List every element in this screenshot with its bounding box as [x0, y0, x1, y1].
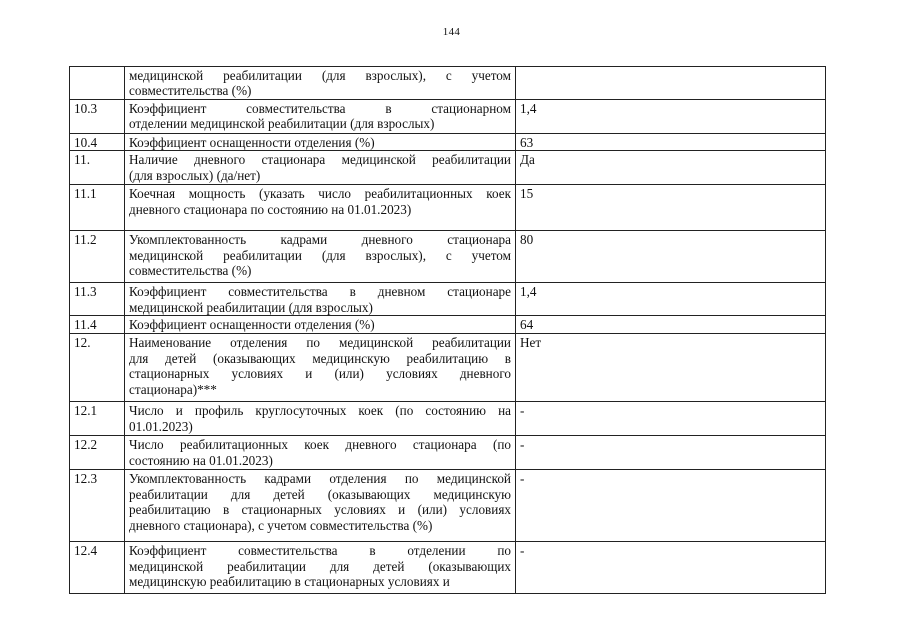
description-line: Укомплектованность кадрами дневного стационара — [129, 232, 511, 248]
row-number — [70, 67, 125, 100]
row-value: - — [516, 542, 826, 594]
description-line: Число и профиль круглосуточных коек (по состоянию на — [129, 403, 511, 419]
table-row — [70, 436, 826, 470]
row-description — [125, 100, 516, 134]
row-value: - — [516, 470, 826, 542]
table-row — [70, 134, 826, 151]
row-value: 80 — [516, 231, 826, 283]
row-description — [125, 67, 516, 100]
table-row — [70, 151, 826, 185]
description-line: Коэффициент оснащенности отделения (%) — [129, 317, 375, 333]
row-number: 12.1 — [70, 402, 125, 436]
description-line: Коэффициент совместительства в стационарном — [129, 101, 511, 116]
table-row — [70, 334, 826, 402]
row-description — [125, 334, 516, 402]
row-number: 10.3 — [70, 100, 125, 134]
row-number: 12. — [70, 334, 125, 402]
row-value: 1,4 — [516, 100, 826, 134]
row-number: 11.1 — [70, 185, 125, 231]
description-line: стационара)*** — [129, 381, 217, 397]
description-line: 01.01.2023) — [129, 418, 193, 434]
row-value: Нет — [516, 334, 826, 402]
row-value: 64 — [516, 316, 826, 334]
description-line: совместительства (%) — [129, 83, 252, 99]
row-number: 10.4 — [70, 134, 125, 151]
description-line: Коэффициент оснащенности отделения (%) — [129, 135, 375, 150]
description-line: Наличие дневного стационара медицинской реабилитации — [129, 152, 511, 168]
row-description — [125, 542, 516, 594]
table-row — [70, 185, 826, 231]
description-line: Число реабилитационных коек дневного стационара (по — [129, 437, 511, 453]
page-number: 144 — [442, 26, 461, 38]
row-number: 11.4 — [70, 316, 125, 334]
description-line: Коэффициент совместительства в дневном стационаре — [129, 284, 511, 300]
row-description — [125, 231, 516, 283]
row-value: Да — [516, 151, 826, 185]
description-line: состоянию на 01.01.2023) — [129, 452, 273, 468]
description-line: медицинской реабилитации (для взрослых) — [129, 299, 373, 315]
table-row — [70, 316, 826, 334]
table-body — [70, 67, 826, 594]
row-number: 12.2 — [70, 436, 125, 470]
row-value: 15 — [516, 185, 826, 231]
description-line: Коэффициент совместительства в отделении по — [129, 543, 511, 559]
row-number: 12.4 — [70, 542, 125, 594]
description-line: стационарных условиях и (или) условиях дневного — [129, 366, 511, 382]
row-number: 11.2 — [70, 231, 125, 283]
description-line: реабилитацию в стационарных условиях и (или) условиях — [129, 502, 511, 518]
description-line: реабилитации для детей (оказывающих медицинскую — [129, 486, 511, 502]
table-row — [70, 470, 826, 542]
table-row — [70, 283, 826, 316]
row-value: - — [516, 436, 826, 470]
row-description — [125, 134, 516, 151]
data-table — [69, 66, 826, 594]
row-description — [125, 185, 516, 231]
description-line: медицинской реабилитации для детей (оказывающих — [129, 558, 511, 574]
table-row — [70, 100, 826, 134]
row-number: 11.3 — [70, 283, 125, 316]
row-description — [125, 283, 516, 316]
table-row — [70, 402, 826, 436]
row-value: 1,4 — [516, 283, 826, 316]
row-value: - — [516, 402, 826, 436]
row-value — [516, 67, 826, 100]
row-number: 12.3 — [70, 470, 125, 542]
row-description — [125, 151, 516, 185]
row-description — [125, 402, 516, 436]
description-line: медицинскую реабилитацию в стационарных условиях и — [129, 574, 450, 590]
table-row — [70, 542, 826, 594]
description-line: медицинской реабилитации (для взрослых), с учетом — [129, 247, 511, 263]
description-line: Укомплектованность кадрами отделения по медицинской — [129, 471, 511, 487]
description-line: отделении медицинской реабилитации (для взрослых) — [129, 116, 435, 132]
description-line: медицинской реабилитации (для взрослых), с учетом — [129, 68, 511, 83]
description-line: (для взрослых) (да/нет) — [129, 167, 261, 183]
table-row — [70, 67, 826, 100]
description-line: Коечная мощность (указать число реабилитационных коек — [129, 186, 511, 202]
table-row — [70, 231, 826, 283]
description-line: дневного стационара по состоянию на 01.01.2023) — [129, 201, 412, 217]
description-line: для детей (оказывающих медицинскую реабилитацию в — [129, 350, 511, 366]
description-line: дневного стационара), с учетом совместительства (%) — [129, 517, 433, 533]
row-description — [125, 436, 516, 470]
row-number: 11. — [70, 151, 125, 185]
row-description — [125, 470, 516, 542]
description-line: совместительства (%) — [129, 263, 252, 279]
row-description — [125, 316, 516, 334]
description-line: Наименование отделения по медицинской реабилитации — [129, 335, 511, 351]
row-value: 63 — [516, 134, 826, 151]
